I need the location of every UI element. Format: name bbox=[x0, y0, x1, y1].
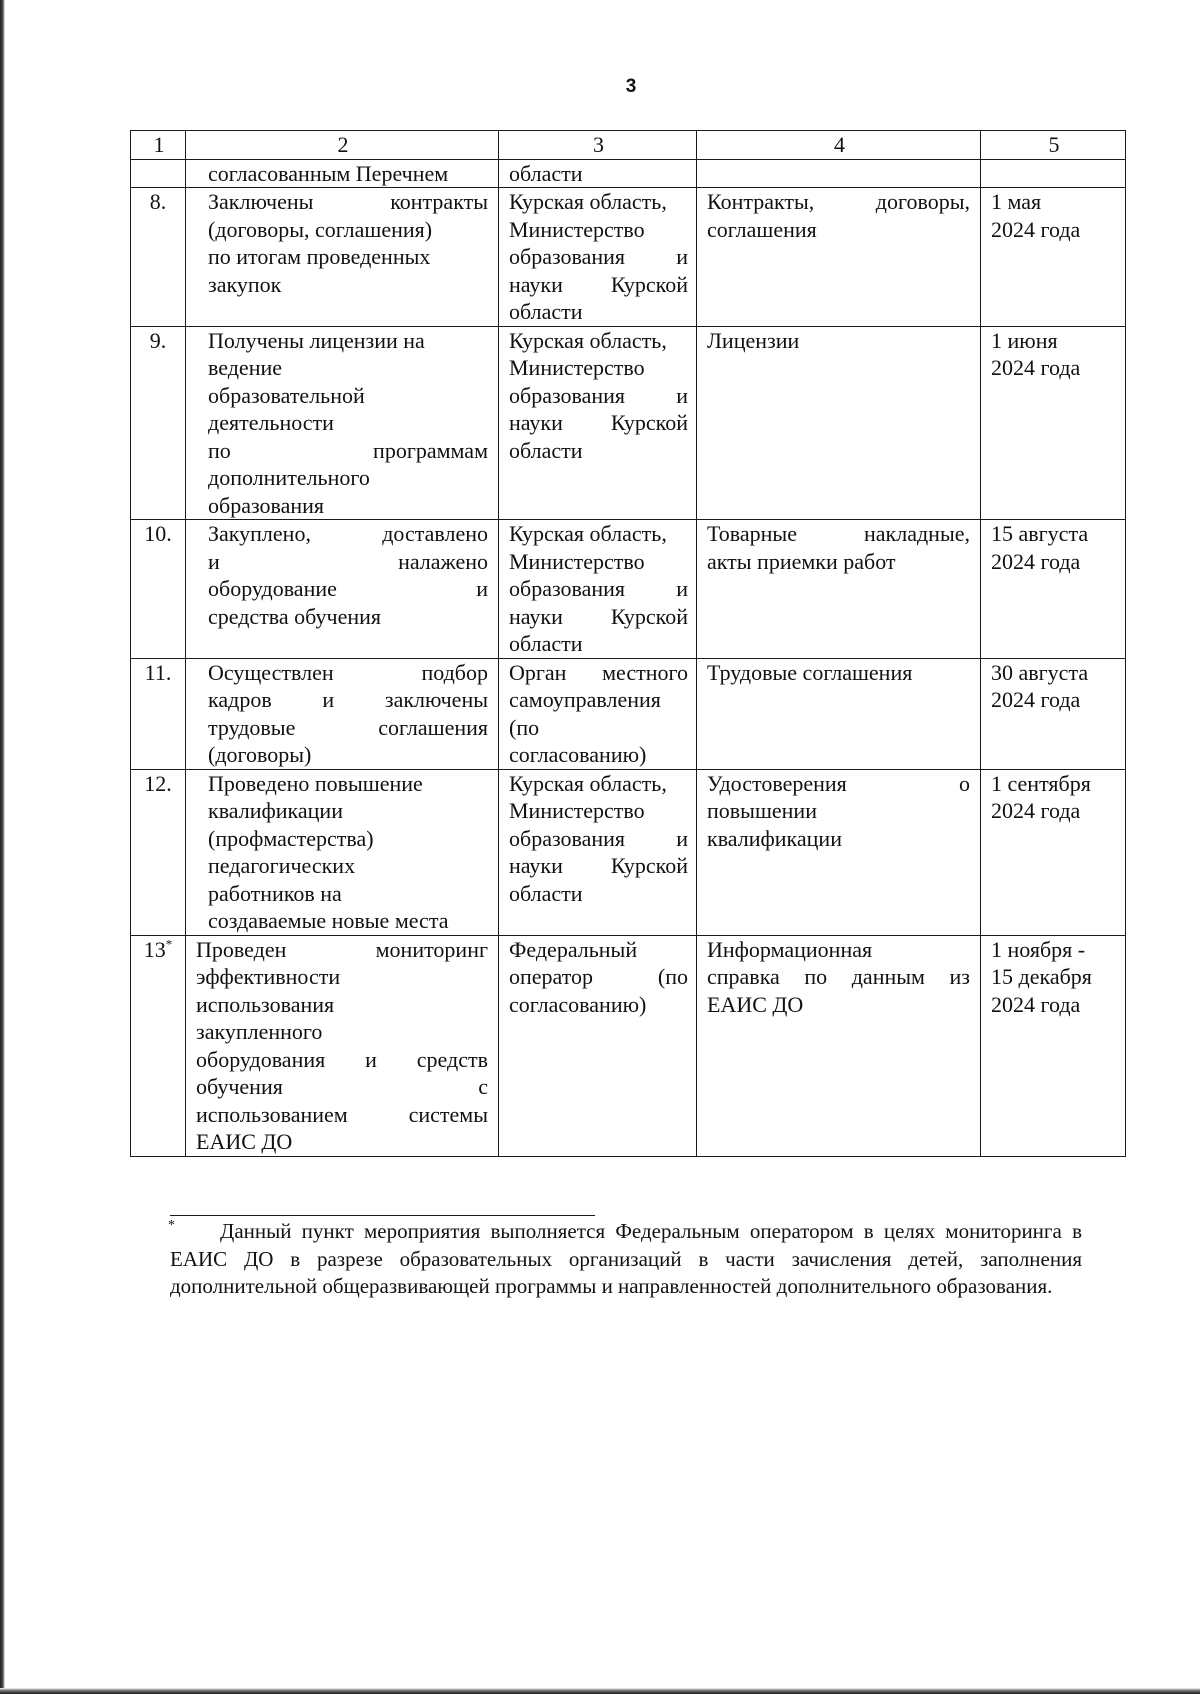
deadline-cell bbox=[981, 658, 1126, 769]
cell-line: ЕАИС ДО bbox=[707, 991, 804, 1017]
cell-line: использования bbox=[196, 991, 335, 1017]
result-document-cell bbox=[697, 326, 981, 520]
cell-line: образования и bbox=[509, 382, 688, 408]
footnote-reference-mark: * bbox=[165, 936, 173, 952]
table-row bbox=[131, 658, 1126, 769]
cell-line: 2024 года bbox=[991, 798, 1081, 823]
deadline-cell bbox=[981, 520, 1126, 659]
activity-cell bbox=[186, 658, 499, 769]
cell-line: справка по данным из bbox=[707, 964, 970, 989]
activity-cell bbox=[186, 326, 499, 520]
result-document-cell bbox=[697, 769, 981, 935]
row-number-text: 8. bbox=[149, 189, 167, 214]
cell-line: ведение bbox=[208, 355, 283, 380]
cell-line: Заключены контракты bbox=[208, 189, 488, 214]
responsible-cell bbox=[499, 935, 697, 1156]
row-number bbox=[131, 326, 186, 520]
header-row bbox=[131, 131, 1126, 160]
cell-line: ЕАИС ДО bbox=[196, 1129, 293, 1154]
cell-line: оператор (по bbox=[509, 964, 688, 989]
cell-line: 15 декабря bbox=[991, 964, 1092, 989]
cell-line: области bbox=[509, 880, 583, 906]
cell-line: образования и bbox=[509, 576, 688, 601]
result-document-cell bbox=[697, 935, 981, 1156]
cell-line: образовательной bbox=[208, 382, 365, 408]
cell-line: Курская область, bbox=[509, 770, 667, 796]
result-document-cell bbox=[697, 188, 981, 327]
row-number bbox=[131, 658, 186, 769]
deadline-cell bbox=[981, 769, 1126, 935]
activity-cell bbox=[186, 769, 499, 935]
cell-line: Лицензии bbox=[707, 327, 800, 353]
cell-line: Орган местного bbox=[509, 659, 688, 685]
cell-line: 2024 года bbox=[991, 687, 1081, 712]
cell-line: области bbox=[509, 437, 583, 463]
cell-line: 15 августа bbox=[991, 521, 1089, 546]
result-document-cell bbox=[697, 520, 981, 659]
cell-line: (договоры) bbox=[208, 742, 312, 767]
deadline-cell bbox=[981, 326, 1126, 520]
cell-line: науки Курской bbox=[509, 603, 688, 629]
row-number-text: 9. bbox=[149, 327, 167, 353]
cell-line: обучения с bbox=[196, 1074, 488, 1099]
scan-edge-bottom bbox=[0, 1688, 1200, 1694]
deadline-cell bbox=[981, 935, 1126, 1156]
cell-line: согласованию) bbox=[509, 742, 647, 767]
cell-line: согласованию) bbox=[509, 991, 647, 1017]
cell-line: квалификации bbox=[208, 798, 343, 823]
cell-line: Курская область, bbox=[509, 521, 667, 546]
cell-line: и налажено bbox=[208, 548, 488, 574]
scan-edge-left bbox=[0, 0, 5, 1694]
cell-line: средства обучения bbox=[208, 603, 382, 629]
cell-line: Товарные накладные, bbox=[707, 521, 970, 546]
cell-line: образования и bbox=[509, 825, 688, 851]
footnote-mark: * bbox=[168, 1218, 175, 1233]
row-number-text: 13 bbox=[143, 936, 166, 962]
footnote-rule bbox=[170, 1215, 595, 1216]
cell-line: науки Курской bbox=[509, 271, 688, 297]
cell-line: Проведено повышение bbox=[208, 770, 423, 796]
cell-line: деятельности bbox=[208, 410, 334, 435]
cell-line: педагогических bbox=[208, 853, 356, 878]
cell-line: Закуплено, доставлено bbox=[208, 521, 488, 546]
cell-line: Курская область, bbox=[509, 189, 667, 214]
table-row bbox=[131, 769, 1126, 935]
header-cell-4: 4 bbox=[697, 131, 981, 160]
responsible-cell bbox=[499, 658, 697, 769]
cell-line: Министерство bbox=[509, 216, 645, 242]
cell-line: Проведен мониторинг bbox=[196, 936, 488, 962]
cell-line: 30 августа bbox=[991, 659, 1089, 685]
cell-line: 1 ноября - bbox=[991, 936, 1086, 962]
deadline-cell bbox=[981, 188, 1126, 327]
cell-line: 2024 года bbox=[991, 991, 1081, 1017]
cell-line: закупленного bbox=[196, 1019, 323, 1044]
cell-line: закупок bbox=[208, 271, 282, 297]
responsible-cell bbox=[499, 326, 697, 520]
responsible-cell bbox=[499, 520, 697, 659]
continuation-row bbox=[131, 159, 1126, 188]
header-cell-3: 3 bbox=[499, 131, 697, 160]
result-document-cell bbox=[697, 658, 981, 769]
cell-line: кадров и заключены bbox=[208, 687, 488, 712]
cell-line: оборудования и средств bbox=[196, 1046, 488, 1072]
continuation-cell-3: области bbox=[499, 159, 697, 188]
cell-line: Министерство bbox=[509, 548, 645, 574]
cell-line: области bbox=[509, 299, 583, 324]
header-cell-2: 2 bbox=[186, 131, 499, 160]
cell-line: 1 сентября bbox=[991, 770, 1091, 796]
row-number bbox=[131, 769, 186, 935]
footnote bbox=[170, 1218, 1082, 1301]
row-number bbox=[131, 188, 186, 327]
cell-line: (по bbox=[509, 714, 540, 740]
plan-table bbox=[130, 130, 1126, 1157]
cell-line: работников на bbox=[208, 880, 342, 906]
cell-line: Осуществлен подбор bbox=[208, 659, 488, 685]
cell-line: Информационная bbox=[707, 936, 873, 962]
table-row bbox=[131, 935, 1126, 1156]
responsible-cell bbox=[499, 769, 697, 935]
cell-line: соглашения bbox=[707, 216, 817, 242]
table-row bbox=[131, 326, 1126, 520]
cell-line: 2024 года bbox=[991, 548, 1081, 574]
cell-line: Получены лицензии на bbox=[208, 327, 425, 353]
row-number bbox=[131, 520, 186, 659]
continuation-cell-4 bbox=[697, 159, 981, 188]
cell-line: Курская область, bbox=[509, 327, 667, 353]
cell-line: 1 июня bbox=[991, 327, 1058, 353]
cell-line: создаваемые новые места bbox=[208, 908, 449, 933]
responsible-cell bbox=[499, 188, 697, 327]
row-number-text: 10. bbox=[144, 521, 172, 546]
activity-cell bbox=[186, 520, 499, 659]
cell-line: по итогам проведенных bbox=[208, 244, 431, 269]
cell-line: квалификации bbox=[707, 825, 842, 851]
cell-line: использованием системы bbox=[196, 1101, 488, 1127]
row-number bbox=[131, 935, 186, 1156]
cell-line: по программам bbox=[208, 437, 488, 463]
cell-line: Министерство bbox=[509, 798, 645, 823]
cell-line: дополнительного bbox=[208, 465, 370, 490]
page-number: 3 bbox=[625, 76, 637, 97]
activity-cell bbox=[186, 935, 499, 1156]
row-number-text: 12. bbox=[144, 770, 172, 796]
table-row bbox=[131, 520, 1126, 659]
cell-line: 2024 года bbox=[991, 216, 1081, 242]
cell-line: 1 мая bbox=[991, 189, 1042, 214]
cell-line: области bbox=[509, 631, 583, 656]
cell-line: оборудование и bbox=[208, 576, 488, 601]
cell-line: образования и bbox=[509, 244, 688, 269]
continuation-cell-2: согласованным Перечнем bbox=[186, 159, 499, 188]
header-cell-5: 5 bbox=[981, 131, 1126, 160]
cell-line: образования bbox=[208, 492, 325, 518]
cell-line: науки Курской bbox=[509, 853, 688, 878]
cell-line: самоуправления bbox=[509, 687, 661, 712]
cell-line: повышении bbox=[707, 798, 817, 823]
header-cell-1: 1 bbox=[131, 131, 186, 160]
cell-line: Федеральный bbox=[509, 936, 638, 962]
cell-line: 2024 года bbox=[991, 355, 1081, 380]
footnote-text: Данный пункт мероприятия выполняется Федеральным оператором в целях мониторинга в ЕАИС ДО в разрезе образовательных организаций в части зачисления детей, заполнения дополнительной общеразвивающей программы и направленностей дополнительного образования. bbox=[170, 1219, 1082, 1298]
cell-line: Трудовые соглашения bbox=[707, 659, 913, 685]
continuation-cell-1 bbox=[131, 159, 186, 188]
cell-line: трудовые соглашения bbox=[208, 714, 488, 740]
cell-line: Министерство bbox=[509, 355, 645, 380]
cell-line: науки Курской bbox=[509, 410, 688, 435]
cell-line: (профмастерства) bbox=[208, 825, 374, 851]
cell-line: Контракты, договоры, bbox=[707, 189, 970, 214]
cell-line: акты приемки работ bbox=[707, 548, 896, 574]
activity-cell bbox=[186, 188, 499, 327]
table-row bbox=[131, 188, 1126, 327]
cell-line: (договоры, соглашения) bbox=[208, 216, 433, 242]
row-number-text: 11. bbox=[144, 659, 172, 685]
cell-line: Удостоверения о bbox=[707, 770, 970, 796]
cell-line: эффективности bbox=[196, 964, 341, 989]
continuation-cell-5 bbox=[981, 159, 1126, 188]
